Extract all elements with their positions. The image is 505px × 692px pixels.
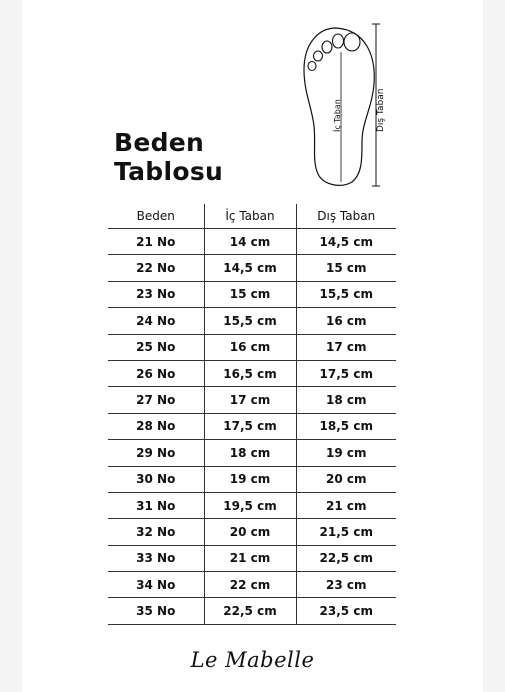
outer-sole-cell: 18 cm [296,387,396,413]
size-cell: 26 No [108,360,204,386]
outer-sole-cell: 21,5 cm [296,519,396,545]
size-cell: 33 No [108,545,204,571]
outer-sole-cell: 16 cm [296,308,396,334]
size-cell: 30 No [108,466,204,492]
table-row [108,572,396,598]
size-cell: 28 No [108,413,204,439]
size-cell: 23 No [108,281,204,307]
outer-sole-cell: 20 cm [296,466,396,492]
inner-sole-label: İç Taban [333,99,342,132]
title-line-1: Beden [114,128,205,157]
inner-sole-cell: 16,5 cm [204,360,296,386]
outer-sole-cell: 18,5 cm [296,413,396,439]
table-row [108,598,396,624]
inner-sole-cell: 15 cm [204,281,296,307]
brand-logo: Le Mabelle [190,648,315,672]
outer-sole-cell: 21 cm [296,492,396,518]
header-inner-sole: İç Taban [204,204,296,229]
outer-sole-cell: 17,5 cm [296,360,396,386]
inner-sole-cell: 20 cm [204,519,296,545]
page-title [114,128,223,186]
size-cell: 22 No [108,255,204,281]
outer-sole-cell: 23,5 cm [296,598,396,624]
inner-sole-cell: 17,5 cm [204,413,296,439]
outer-sole-cell: 17 cm [296,334,396,360]
size-table [108,204,396,625]
size-cell: 35 No [108,598,204,624]
size-cell: 29 No [108,440,204,466]
outer-sole-cell: 23 cm [296,572,396,598]
table-row [108,413,396,439]
table-row [108,545,396,571]
outer-sole-cell: 15,5 cm [296,281,396,307]
table-row [108,387,396,413]
outer-sole-cell: 22,5 cm [296,545,396,571]
header-outer-sole: Dış Taban [296,204,396,229]
table-row [108,440,396,466]
size-cell: 34 No [108,572,204,598]
outer-sole-cell: 14,5 cm [296,229,396,255]
inner-sole-cell: 17 cm [204,387,296,413]
table-row [108,255,396,281]
inner-sole-cell: 14,5 cm [204,255,296,281]
outer-sole-cell: 15 cm [296,255,396,281]
size-cell: 21 No [108,229,204,255]
table-row [108,519,396,545]
inner-sole-cell: 22,5 cm [204,598,296,624]
inner-sole-cell: 16 cm [204,334,296,360]
table-row [108,360,396,386]
table-row [108,466,396,492]
table-row [108,308,396,334]
inner-sole-cell: 15,5 cm [204,308,296,334]
table-header-row [108,204,396,229]
title-line-2: Tablosu [114,157,224,186]
inner-sole-cell: 22 cm [204,572,296,598]
header-size: Beden [136,209,175,223]
table-row [108,334,396,360]
inner-sole-cell: 19,5 cm [204,492,296,518]
size-cell: 25 No [108,334,204,360]
inner-sole-cell: 18 cm [204,440,296,466]
table-row [108,229,396,255]
outer-sole-cell: 19 cm [296,440,396,466]
outer-sole-label: Dış Taban [376,88,386,132]
inner-sole-cell: 19 cm [204,466,296,492]
inner-sole-cell: 21 cm [204,545,296,571]
size-cell: 32 No [108,519,204,545]
inner-sole-cell: 14 cm [204,229,296,255]
size-cell: 31 No [108,492,204,518]
table-row [108,492,396,518]
size-cell: 27 No [108,387,204,413]
table-row [108,281,396,307]
size-cell: 24 No [108,308,204,334]
